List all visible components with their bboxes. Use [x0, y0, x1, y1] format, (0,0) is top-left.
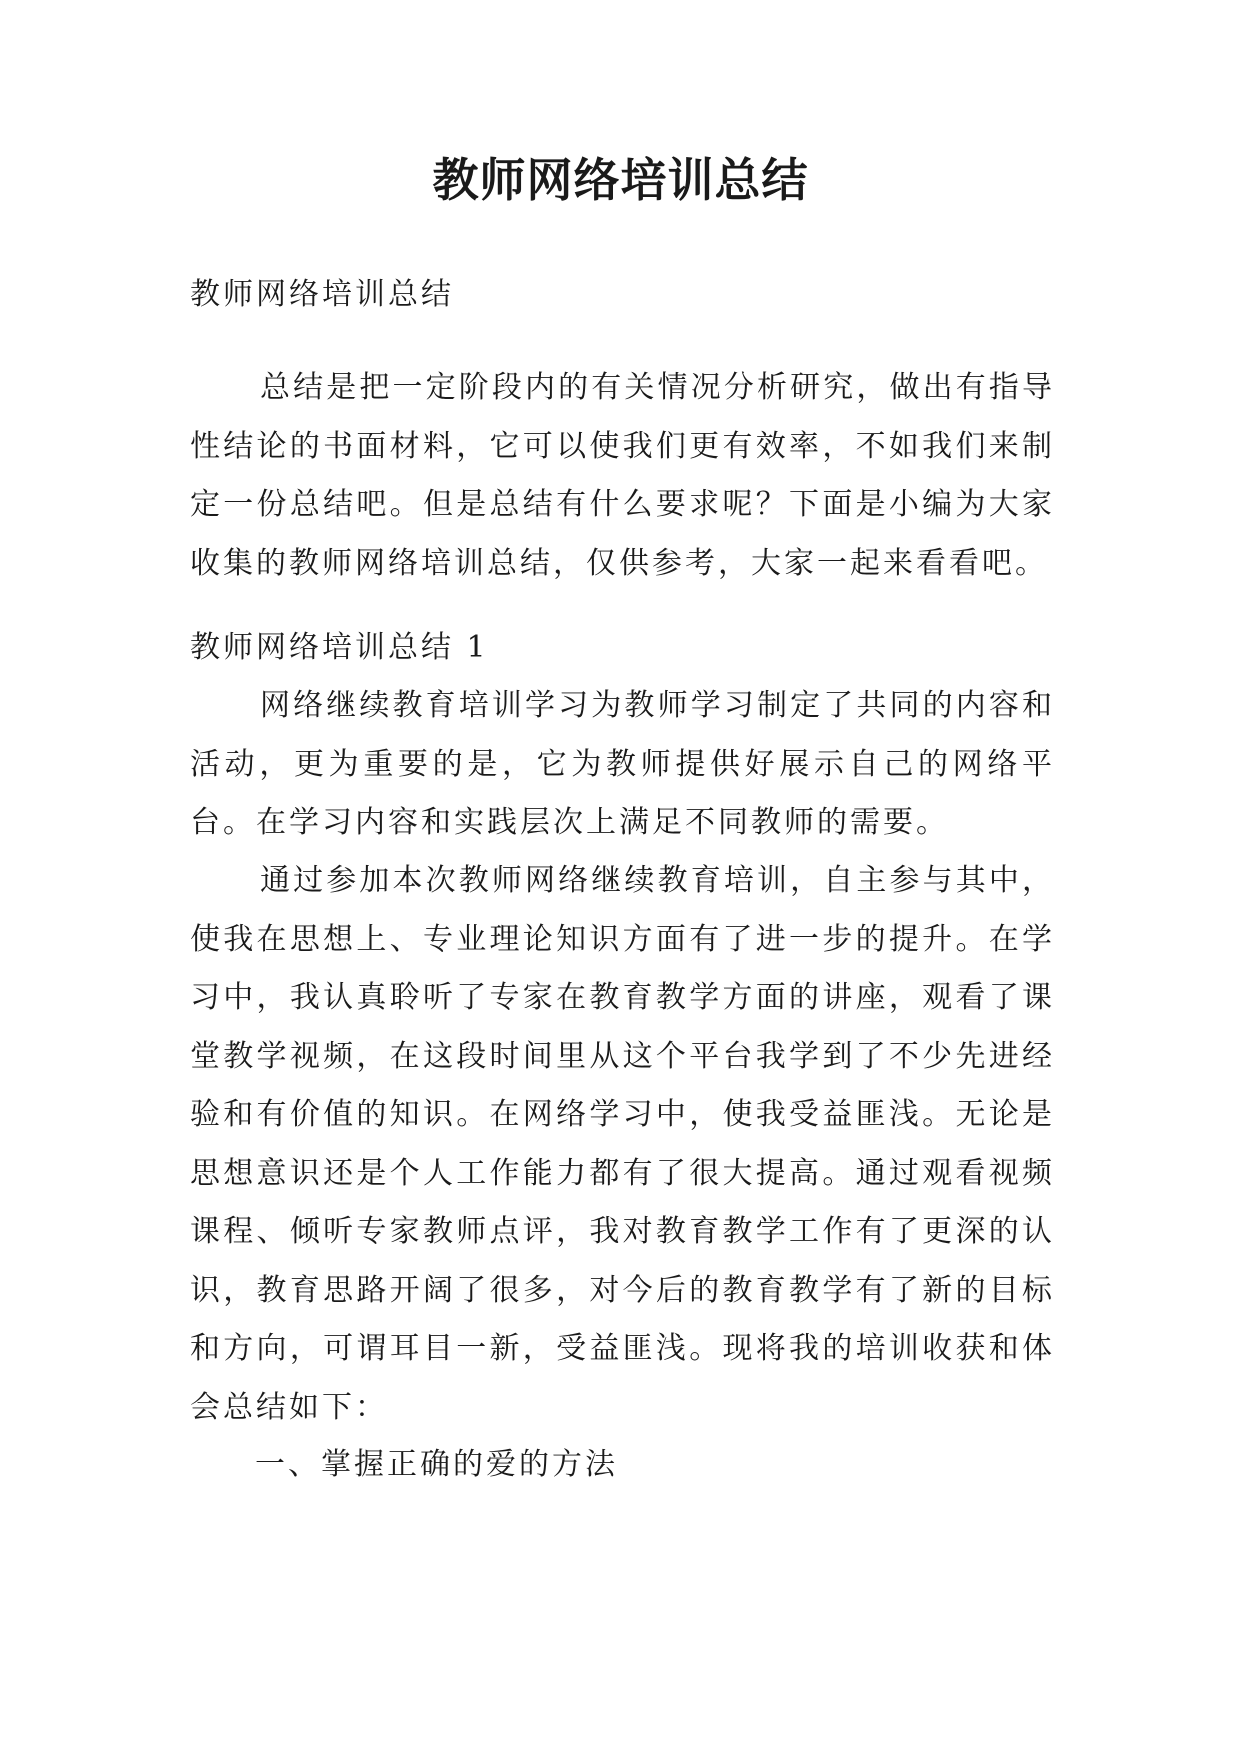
document-subtitle: 教师网络培训总结: [190, 277, 454, 312]
body-paragraph-1: 网络继续教育培训学习为教师学习制定了共同的内容和活动，更为重要的是，它为教师提供好展示自己的网络平台。在学习内容和实践层次上满足不同教师的需要。: [190, 688, 1055, 840]
intro-paragraph: 总结是把一定阶段内的有关情况分析研究，做出有指导性结论的书面材料，它可以使我们更有效率，不如我们来制定一份总结吧。但是总结有什么要求呢？下面是小编为大家收集的教师网络培训总结，仅供参考，大家一起来看看吧。: [190, 370, 1055, 581]
list-item-heading: 一、掌握正确的爱的方法: [255, 1447, 618, 1482]
body-paragraph-2: 通过参加本次教师网络继续教育培训，自主参与其中，使我在思想上、专业理论知识方面有了进一步的提升。在学习中，我认真聆听了专家在教育教学方面的讲座，观看了课堂教学视频，在这段时间里从这个平台我学到了不少先进经验和有价值的知识。在网络学习中，使我受益匪浅。无论是思想意识还是个人工作能力都有了很大提高。通过观看视频课程、倾听专家教师点评，我对教育教学工作有了更深的认识，教育思路开阔了很多，对今后的教育教学有了新的目标和方向，可谓耳目一新，受益匪浅。现将我的培训收获和体会总结如下：: [190, 863, 1055, 1425]
document-title: 教师网络培训总结: [432, 153, 809, 207]
section-heading: 教师网络培训总结 1: [190, 630, 489, 665]
